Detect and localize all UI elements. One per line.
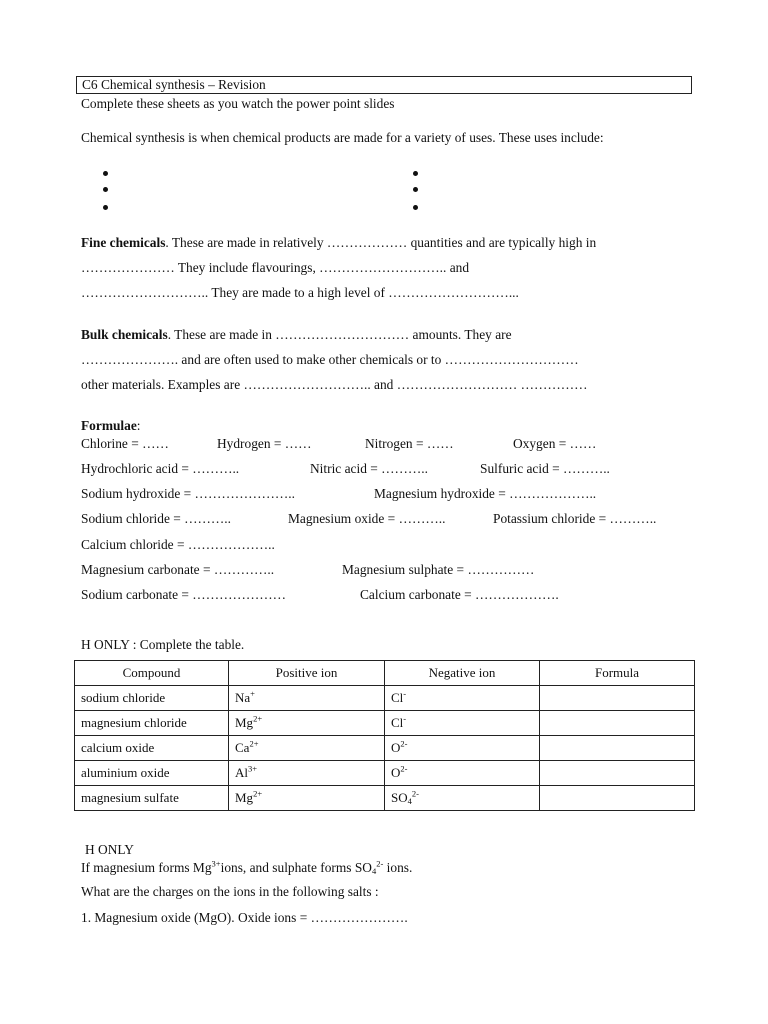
- ion-symbol: O: [391, 765, 401, 780]
- h-only-q1: 1. Magnesium oxide (MgO). Oxide ions = ………………….: [81, 910, 408, 925]
- positive-ion-cell: [229, 761, 385, 786]
- instruction-text: Complete these sheets as you watch the power point slides: [81, 96, 395, 111]
- formula-magnesium-hydroxide: Magnesium hydroxide = ………………..: [374, 486, 597, 501]
- formula-cell[interactable]: [540, 736, 695, 761]
- negative-ion-cell: [385, 686, 540, 711]
- ion-symbol: Al: [235, 765, 248, 780]
- bulk-chemicals-line-3: other materials. Examples are ……………………….. and ……………………… ……………: [81, 377, 588, 392]
- formula-magnesium-oxide: Magnesium oxide = ………..: [288, 511, 446, 526]
- formula-sodium-carbonate: Sodium carbonate = …………………: [81, 587, 287, 602]
- bulk-chemicals-label: Bulk chemicals: [81, 327, 168, 342]
- header-positive-ion: Positive ion: [229, 661, 385, 686]
- table-row: [75, 786, 695, 811]
- bullet-icon: [103, 205, 108, 210]
- ion-symbol: Na: [235, 690, 251, 705]
- bulk-chemicals-line-2: …………………. and are often used to make other chemicals or to …………………………: [81, 352, 579, 367]
- formula-cell[interactable]: [540, 786, 695, 811]
- fine-chemicals-label: Fine chemicals: [81, 235, 166, 250]
- h-only-text-c: ions.: [383, 860, 413, 875]
- positive-ion-cell: [229, 786, 385, 811]
- ion-charge: 2+: [253, 788, 263, 799]
- table-header-row: [75, 661, 695, 686]
- bullet-icon: [413, 187, 418, 192]
- ion-symbol: Ca: [235, 740, 250, 755]
- mg-charge: 3+: [211, 858, 221, 869]
- h-only-heading: H ONLY: [85, 842, 134, 857]
- bullet-icon: [413, 171, 418, 176]
- ion-charge: -: [403, 688, 407, 699]
- ion-symbol: Cl: [391, 690, 404, 705]
- table-row: [75, 761, 695, 786]
- bulk-chemicals-line-1: [81, 327, 512, 343]
- formulae-label: Formulae: [81, 418, 137, 433]
- ion-symbol: Mg: [235, 715, 254, 730]
- formula-sodium-hydroxide: Sodium hydroxide = …………………..: [81, 486, 295, 501]
- so-charge: 2-: [376, 858, 384, 869]
- formulae-colon: :: [136, 418, 141, 433]
- header-compound: Compound: [75, 661, 229, 686]
- negative-ion-cell: [385, 761, 540, 786]
- formula-magnesium-sulphate: Magnesium sulphate = ……………: [342, 562, 535, 577]
- ion-symbol: SO: [391, 790, 408, 805]
- formula-potassium-chloride: Potassium chloride = ………..: [493, 511, 657, 526]
- ion-charge: 2+: [253, 713, 263, 724]
- ion-symbol: Mg: [235, 790, 254, 805]
- h-only-text-b: ions, and sulphate forms SO: [220, 860, 372, 875]
- formula-nitric-acid: Nitric acid = ………..: [310, 461, 428, 476]
- bullet-icon: [413, 205, 418, 210]
- ion-charge: -: [403, 713, 407, 724]
- negative-ion-cell: [385, 736, 540, 761]
- formula-hydrogen: Hydrogen = ……: [217, 436, 312, 451]
- bulk-chemicals-text-1: . These are made in ………………………… amounts. They are: [167, 327, 512, 342]
- formula-cell[interactable]: [540, 761, 695, 786]
- negative-ion-cell: [385, 786, 540, 811]
- ion-charge: 2-: [411, 788, 419, 799]
- ion-charge: 2-: [400, 738, 408, 749]
- compound-cell: sodium chloride: [75, 686, 229, 711]
- intro-text: Chemical synthesis is when chemical products are made for a variety of uses. These uses include:: [81, 130, 604, 145]
- formula-nitrogen: Nitrogen = ……: [365, 436, 454, 451]
- positive-ion-cell: [229, 686, 385, 711]
- positive-ion-cell: [229, 711, 385, 736]
- table-row: [75, 711, 695, 736]
- positive-ion-cell: [229, 736, 385, 761]
- h-only-text-a: If magnesium forms Mg: [81, 860, 212, 875]
- ion-symbol: O: [391, 740, 401, 755]
- bullet-icon: [103, 187, 108, 192]
- header-negative-ion: Negative ion: [385, 661, 540, 686]
- fine-chemicals-text-1: . These are made in relatively ……………… quantities and are typically high in: [165, 235, 597, 250]
- fine-chemicals-line-1: [81, 235, 596, 251]
- ion-charge: 2-: [400, 763, 408, 774]
- bullet-icon: [103, 171, 108, 176]
- formula-cell[interactable]: [540, 686, 695, 711]
- formula-chlorine: Chlorine = ……: [81, 436, 169, 451]
- formula-calcium-carbonate: Calcium carbonate = ……………….: [360, 587, 559, 602]
- ion-charge: +: [250, 688, 255, 699]
- table-heading: H ONLY : Complete the table.: [81, 637, 245, 652]
- formula-sodium-chloride: Sodium chloride = ………..: [81, 511, 232, 526]
- compound-cell: aluminium oxide: [75, 761, 229, 786]
- so-subscript: 4: [371, 866, 377, 876]
- formulae-heading: [81, 418, 141, 434]
- ion-symbol: Cl: [391, 715, 404, 730]
- formula-sulfuric-acid: Sulfuric acid = ………..: [480, 461, 610, 476]
- compound-cell: calcium oxide: [75, 736, 229, 761]
- h-only-question: What are the charges on the ions in the following salts :: [81, 884, 379, 899]
- formula-calcium-chloride: Calcium chloride = ………………..: [81, 537, 275, 552]
- ions-table: [74, 660, 695, 811]
- negative-ion-cell: [385, 711, 540, 736]
- formula-hydrochloric-acid: Hydrochloric acid = ………..: [81, 461, 240, 476]
- page-title: C6 Chemical synthesis – Revision: [76, 76, 692, 94]
- header-formula: Formula: [540, 661, 695, 686]
- table-row: [75, 736, 695, 761]
- ion-subscript: 4: [407, 796, 412, 806]
- compound-cell: magnesium chloride: [75, 711, 229, 736]
- compound-cell: magnesium sulfate: [75, 786, 229, 811]
- ion-charge: 3+: [248, 763, 258, 774]
- formula-oxygen: Oxygen = ……: [513, 436, 597, 451]
- ion-charge: 2+: [249, 738, 259, 749]
- fine-chemicals-line-2: ………………… They include flavourings, ……………………….. and: [81, 260, 470, 275]
- table-row: [75, 686, 695, 711]
- h-only-line-1: [81, 860, 412, 876]
- formula-cell[interactable]: [540, 711, 695, 736]
- formula-magnesium-carbonate: Magnesium carbonate = …………..: [81, 562, 275, 577]
- fine-chemicals-line-3: ……………………….. They are made to a high level of ………………………...: [81, 285, 519, 300]
